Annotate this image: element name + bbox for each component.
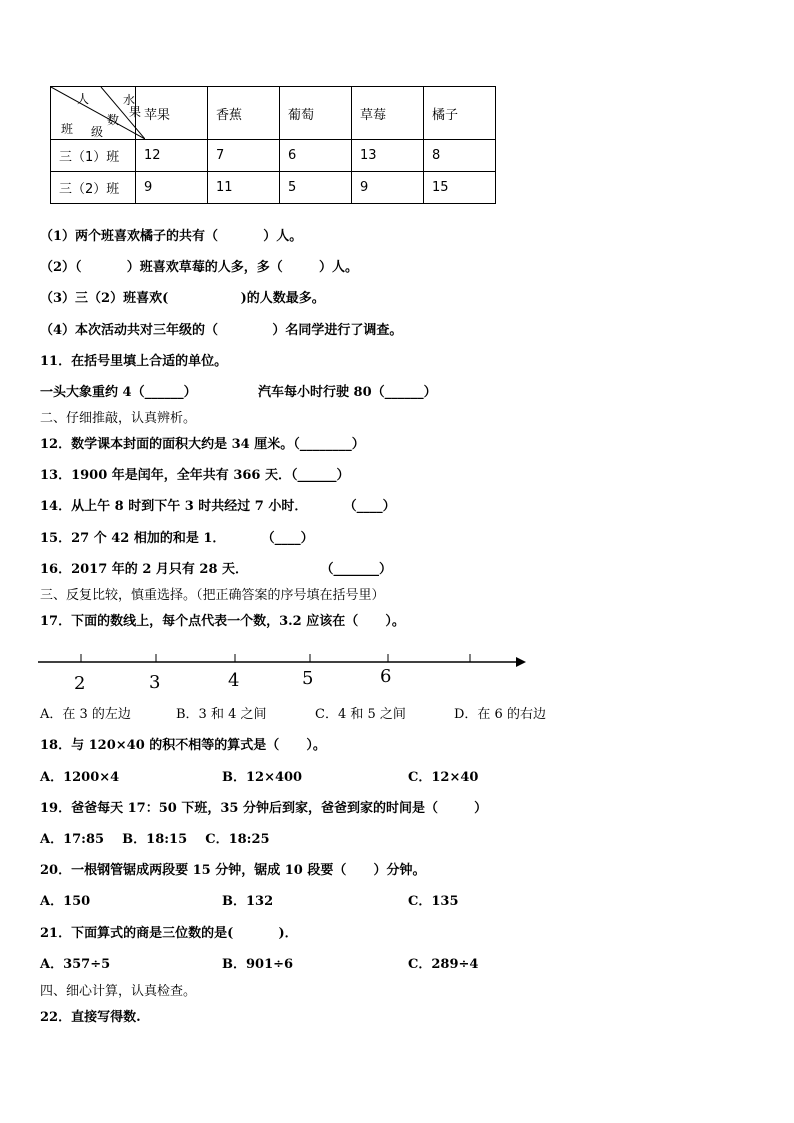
survey-table bbox=[50, 86, 496, 204]
q17-title: 17．下面的数线上，每个点代表一个数，3.2 应该在（ ）。 bbox=[40, 614, 405, 629]
q18-option-a: A．1200×4 bbox=[40, 770, 120, 785]
q16: 16．2017 年的 2 月只有 28 天． （_______） bbox=[40, 562, 392, 577]
row-class-label: 三（1）班 bbox=[51, 140, 136, 172]
diag-count: 数 bbox=[107, 113, 120, 127]
q10-sub-1: （1）两个班喜欢橘子的共有（ ）人。 bbox=[40, 229, 303, 244]
q10-sub-2: （2）（ ）班喜欢草莓的人多，多（ ）人。 bbox=[40, 260, 359, 275]
table-cell: 7 bbox=[208, 140, 280, 172]
q11-title: 11．在括号里填上合适的单位。 bbox=[40, 354, 228, 369]
q21-option-c: C．289÷4 bbox=[408, 957, 479, 972]
col-header-strawberry: 草莓 bbox=[352, 87, 424, 140]
number-line bbox=[38, 645, 528, 695]
q21-title: 21．下面算式的商是三位数的是( )． bbox=[40, 926, 298, 941]
section-3-heading: 三、反复比较，慎重选择。（把正确答案的序号填在括号里） bbox=[40, 588, 385, 603]
tick-label: 3 bbox=[149, 672, 161, 693]
section-2-heading: 二、仔细推敲，认真辨析。 bbox=[40, 411, 197, 426]
q18-title: 18．与 120×40 的积不相等的算式是（ ）。 bbox=[40, 738, 326, 753]
q12: 12．数学课本封面的面积大约是 34 厘米。（________） bbox=[40, 437, 365, 452]
q19-options: A．17:85 B．18:15 C．18:25 bbox=[40, 832, 270, 847]
q22: 22．直接写得数. bbox=[40, 1010, 141, 1025]
diagonal-header-cell bbox=[51, 87, 142, 140]
table-cell: 12 bbox=[136, 140, 208, 172]
table-cell: 9 bbox=[352, 172, 424, 204]
diag-person: 人 bbox=[77, 92, 90, 106]
table-row bbox=[51, 140, 496, 172]
col-header-banana: 香蕉 bbox=[208, 87, 280, 140]
q10-sub-4: （4）本次活动共对三年级的（ ）名同学进行了调查。 bbox=[40, 323, 403, 338]
q20-option-c: C．135 bbox=[408, 894, 459, 909]
table-cell: 6 bbox=[280, 140, 352, 172]
q20-option-b: B．132 bbox=[222, 894, 274, 909]
q19-title: 19．爸爸每天 17：50 下班，35 分钟后到家，爸爸到家的时间是（ ） bbox=[40, 801, 488, 816]
table-cell: 11 bbox=[208, 172, 280, 204]
q20-title: 20．一根钢管锯成两段要 15 分钟，锯成 10 段要（ ）分钟。 bbox=[40, 863, 426, 878]
q10-sub-3: （3）三（2）班喜欢( )的人数最多。 bbox=[40, 291, 325, 306]
table-cell: 15 bbox=[424, 172, 496, 204]
number-line-arrow-icon bbox=[516, 657, 526, 667]
diag-class-2: 级 bbox=[91, 125, 104, 139]
diag-fruit-2: 果 bbox=[129, 105, 142, 119]
section-4-heading: 四、细心计算，认真检查。 bbox=[40, 984, 197, 999]
row-class-label: 三（2）班 bbox=[51, 172, 136, 204]
q17-option-b: B．3 和 4 之间 bbox=[176, 707, 267, 722]
q11-item-b: 汽车每小时行驶 80（______） bbox=[258, 385, 437, 400]
q15: 15．27 个 42 相加的和是 1． （____） bbox=[40, 531, 314, 546]
tick-label: 2 bbox=[74, 673, 86, 694]
q21-option-b: B．901÷6 bbox=[222, 957, 294, 972]
table-cell: 9 bbox=[136, 172, 208, 204]
table-cell: 13 bbox=[352, 140, 424, 172]
tick-label: 4 bbox=[228, 670, 240, 691]
table-cell: 5 bbox=[280, 172, 352, 204]
q17-option-c: C．4 和 5 之间 bbox=[315, 707, 406, 722]
q20-option-a: A．150 bbox=[40, 894, 91, 909]
q14: 14．从上午 8 时到下午 3 时共经过 7 小时． （____） bbox=[40, 499, 396, 514]
q17-option-d: D．在 6 的右边 bbox=[454, 707, 546, 722]
q11-item-a: 一头大象重约 4（______） bbox=[40, 385, 197, 400]
q18-option-b: B．12×400 bbox=[222, 770, 303, 785]
table-header-row bbox=[51, 87, 496, 140]
q13: 13．1900 年是闰年，全年共有 366 天．（______） bbox=[40, 468, 350, 483]
tick-label: 5 bbox=[302, 668, 314, 689]
diag-fruit-1: 水 bbox=[123, 93, 136, 107]
table-cell: 8 bbox=[424, 140, 496, 172]
col-header-grape: 葡萄 bbox=[280, 87, 352, 140]
table-row bbox=[51, 172, 496, 204]
q18-option-c: C．12×40 bbox=[408, 770, 479, 785]
tick-label: 6 bbox=[380, 666, 392, 687]
col-header-apple: 苹果 bbox=[136, 87, 208, 140]
col-header-orange: 橘子 bbox=[424, 87, 496, 140]
q17-option-a: A．在 3 的左边 bbox=[40, 707, 131, 722]
q21-option-a: A．357÷5 bbox=[40, 957, 111, 972]
diag-class-1: 班 bbox=[61, 122, 74, 136]
